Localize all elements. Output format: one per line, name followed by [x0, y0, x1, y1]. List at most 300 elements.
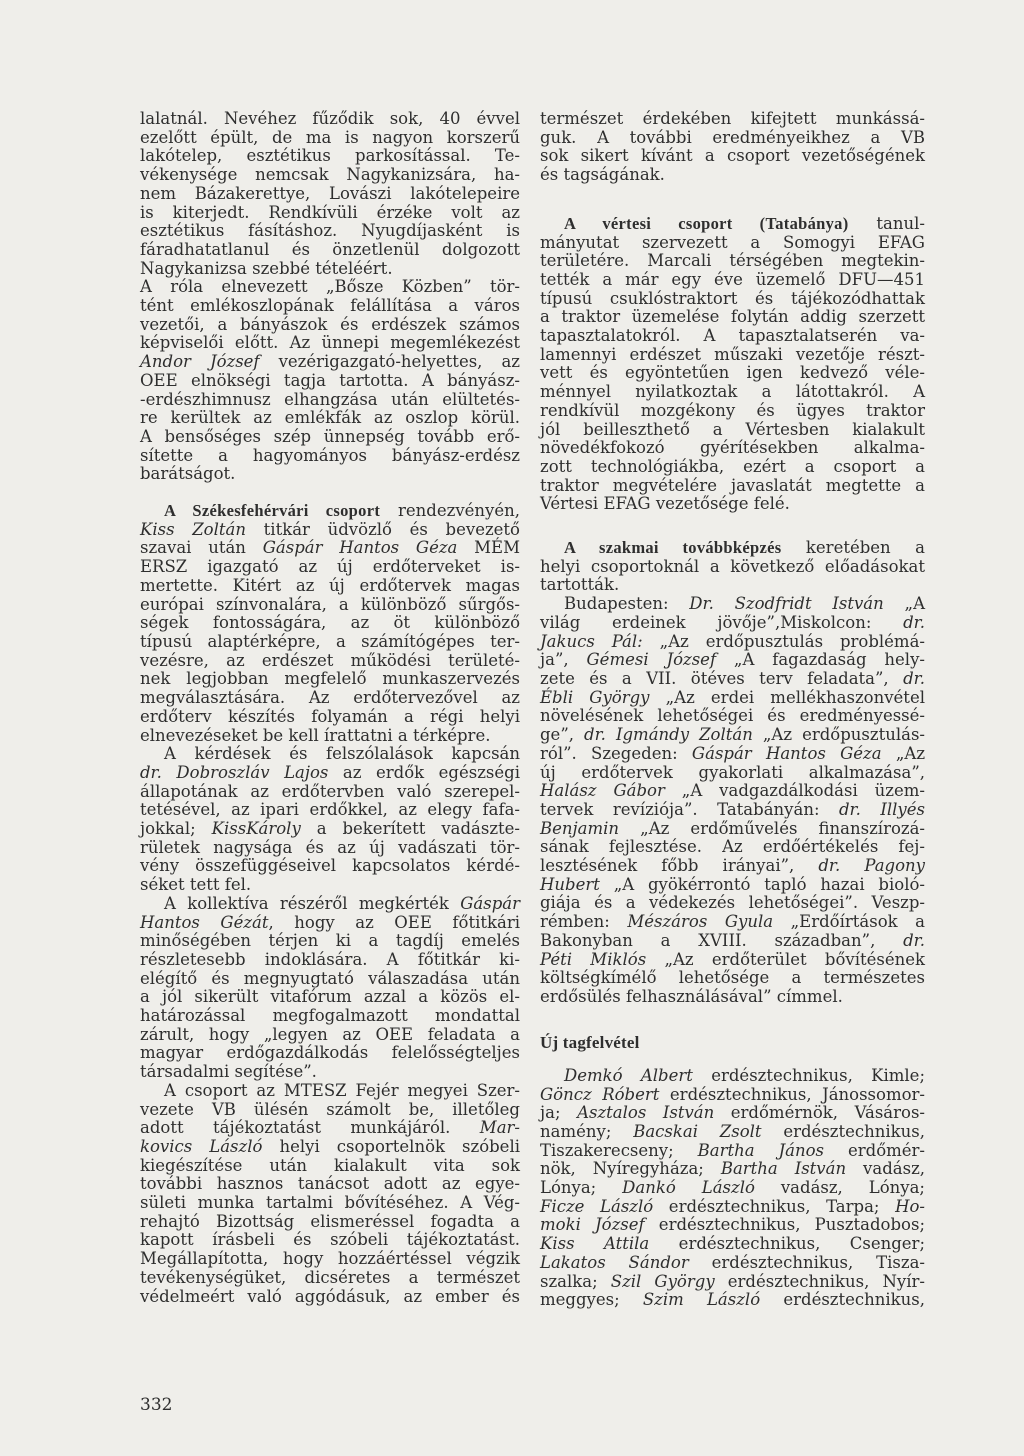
- italic-text: Szil György: [610, 1271, 715, 1291]
- text-line: [540, 745, 925, 764]
- text-run: nek legjobban megfelelő munkaszervezés: [140, 669, 520, 689]
- text-line: [540, 857, 925, 876]
- italic-text: Mar-: [479, 1118, 520, 1138]
- text-line: [140, 1175, 520, 1194]
- text-line: [140, 820, 520, 839]
- text-run: keretében a: [781, 538, 926, 558]
- text-run: meggyes;: [540, 1290, 643, 1310]
- text-line: [540, 969, 925, 988]
- italic-text: Benjamin: [540, 818, 620, 838]
- text-line: [540, 110, 925, 129]
- text-line: [140, 521, 520, 540]
- text-line: [540, 1123, 925, 1142]
- text-line: [140, 783, 520, 802]
- text-line: [140, 633, 520, 652]
- italic-text: Kiss Zoltán: [140, 519, 246, 539]
- text-run: „A gyökérrontó tapló hazai bioló-: [599, 874, 925, 894]
- text-run: sítette a hagyományos bányász-erdész: [140, 445, 520, 465]
- italic-text: dr.: [903, 668, 925, 688]
- text-line: [140, 670, 520, 689]
- text-run: erdésztechnikus, Pusztadobos;: [644, 1215, 925, 1235]
- text-run: erdésztechnikus, Csenger;: [649, 1234, 926, 1254]
- text-line: [140, 801, 520, 820]
- text-line: [540, 346, 925, 365]
- italic-text: Szim László: [642, 1290, 761, 1310]
- text-line: [540, 838, 925, 857]
- italic-text: Hantos Gézát: [140, 912, 269, 932]
- text-run: képviselői előtt. Az ünnepi megemlékezést: [140, 333, 520, 353]
- text-run: vékenysége nemcsak Nagykanizsára, ha-: [140, 165, 520, 185]
- text-line: [540, 707, 925, 726]
- italic-text: moki József: [540, 1215, 645, 1235]
- section-heading: Új tagfelvétel: [540, 1033, 640, 1053]
- italic-text: Bartha János: [697, 1140, 825, 1160]
- text-run: minőségében térjen ki a tagdíj emelés: [140, 931, 520, 951]
- text-line: [140, 876, 520, 895]
- text-run: jokkal;: [140, 819, 212, 839]
- text-run: részletesebb indoklására. A főtitkár ki-: [140, 949, 520, 969]
- text-run: „Az erdőterület bővítésének: [646, 949, 925, 969]
- text-run: „A fagazdaság hely-: [716, 650, 925, 670]
- text-line: [540, 913, 925, 932]
- text-run: tént emlékoszlopának felállítása a város: [140, 296, 520, 316]
- text-line: [140, 222, 520, 241]
- text-run: „Az erdei mellékhaszonvétel: [649, 687, 925, 707]
- text-line: [540, 308, 925, 327]
- text-run: tartották.: [540, 575, 620, 595]
- text-run: szalka;: [540, 1271, 611, 1291]
- italic-text: Gémesi József: [586, 650, 717, 670]
- text-line: [140, 278, 520, 297]
- text-run: ról”. Szegeden:: [540, 743, 692, 763]
- text-line: [140, 147, 520, 166]
- text-line: [140, 988, 520, 1007]
- text-run: erdőmérnök, Vásáros-: [714, 1103, 925, 1123]
- text-line: [140, 539, 520, 558]
- text-line: [140, 1157, 520, 1176]
- text-line: [140, 895, 520, 914]
- text-run: ERSZ igazgató az új erdőterveket is-: [140, 557, 520, 577]
- text-run: erdőterv készítés folyamán a régi helyi: [140, 706, 520, 726]
- text-run: adott tájékoztatást munkájáról.: [140, 1118, 480, 1138]
- text-line: [140, 1231, 520, 1250]
- text-line: [140, 1138, 520, 1157]
- text-line: [140, 129, 520, 148]
- text-run: vett és egyöntetűen igen kedvező véle-: [540, 363, 925, 383]
- text-line: [540, 439, 925, 458]
- text-run: tervek revíziója”. Tatabányán:: [540, 799, 839, 819]
- text-run: guk. A további eredményeikhez a VB: [540, 127, 925, 147]
- text-run: A róla elnevezett „Bősze Közben” tör-: [140, 277, 520, 297]
- italic-text: Ho-: [895, 1196, 925, 1216]
- text-run: a jól sikerült vitafórum azzal a közös el-: [140, 987, 520, 1007]
- italic-text: dr. Igmándy Zoltán: [584, 725, 753, 745]
- text-run: rehajtó Bizottság elismeréssel fogadta a: [140, 1211, 520, 1231]
- text-run: zott technológiákba, ezért a csoport a: [540, 456, 925, 476]
- text-run: kapott írásbeli és szóbeli tájékoztatást.: [140, 1230, 520, 1250]
- text-run: Bakonyban a XVIII. században”,: [540, 930, 904, 950]
- italic-text: Péti Miklós: [540, 949, 647, 969]
- text-run: erdésztechnikus, Kimle;: [692, 1065, 926, 1085]
- text-run: magyar erdőgazdálkodás felelősségteljes: [140, 1043, 520, 1063]
- text-run: OEE elnökségi tagja tartotta. A bányász-: [140, 370, 520, 390]
- text-run: Lónya;: [540, 1178, 623, 1198]
- text-line: [140, 409, 520, 428]
- text-run: erdésztechnikus, Jánossomor-: [659, 1084, 926, 1104]
- text-run: esztétikus fásításhoz. Nyugdíjasként is: [140, 221, 520, 241]
- text-line: [540, 271, 925, 290]
- text-run: Megállapította, hogy hozzáértéssel végzik: [140, 1249, 520, 1269]
- text-line: [140, 297, 520, 316]
- text-run: erdésztechnikus,: [760, 1290, 925, 1310]
- text-run: A kollektíva részéről megkérték: [164, 893, 461, 913]
- paragraph: [140, 502, 520, 745]
- text-line: [540, 1034, 925, 1053]
- text-run: tetésével, az ipari erdőkkel, az elegy fafa-: [140, 800, 520, 820]
- text-line: [540, 166, 925, 185]
- text-run: az erdők egészségi: [328, 762, 520, 782]
- text-run: határozással megfogalmazott mondattal: [140, 1006, 520, 1026]
- text-run: vezérigazgató-helyettes, az: [259, 352, 520, 372]
- text-line: [140, 652, 520, 671]
- text-run: vezetői, a bányászok és erdészek számos: [140, 314, 520, 334]
- text-line: [140, 110, 520, 129]
- text-run: vezete VB ülésén számolt be, illetőleg: [140, 1099, 520, 1119]
- text-run: lalatnál. Nevéhez fűződik sok, 40 évvel: [140, 109, 520, 128]
- italic-text: Dankó László: [622, 1178, 755, 1198]
- paragraph: [540, 595, 925, 1006]
- italic-text: Halász Gábor: [540, 781, 665, 801]
- text-run: erdésztechnikus,: [761, 1121, 925, 1141]
- text-line: [140, 857, 520, 876]
- text-run: rendkívül mozgékony és ügyes traktor: [540, 400, 925, 420]
- text-line: [140, 1288, 520, 1307]
- text-run: MÉM: [457, 538, 520, 558]
- text-run: Tiszakerecseny;: [540, 1140, 698, 1160]
- text-line: [540, 1235, 925, 1254]
- text-line: [540, 876, 925, 895]
- text-run: további hasznos tanácsot adott az egye-: [140, 1174, 520, 1194]
- text-line: [140, 596, 520, 615]
- text-run: kiegészítése után kialakult vita sok: [140, 1155, 520, 1175]
- text-line: [540, 147, 925, 166]
- text-line: [140, 689, 520, 708]
- text-run: „Az erdőművelés finanszírozá-: [619, 818, 925, 838]
- text-line: [140, 185, 520, 204]
- text-run: költségkímélő lehetősége a természetes: [540, 968, 925, 988]
- text-line: [140, 970, 520, 989]
- text-run: vezésre, az erdészet működési területé-: [140, 650, 520, 670]
- text-line: [140, 465, 520, 484]
- text-line: [540, 215, 925, 234]
- paragraph: [140, 278, 520, 484]
- text-line: [540, 421, 925, 440]
- text-line: [140, 1044, 520, 1063]
- italic-text: dr. Dobroszláv Lajos: [140, 762, 329, 782]
- text-run: világ erdeinek jövője”,Miskolcon:: [540, 612, 904, 632]
- italic-text: Lakatos Sándor: [540, 1252, 689, 1272]
- italic-text: KissKároly: [211, 819, 301, 839]
- text-run: giája és a védekezés lehetőségei”. Veszp-: [540, 893, 925, 913]
- paragraph: [140, 895, 520, 1082]
- section-heading: A Székesfehérvári csoport: [164, 501, 381, 521]
- text-run: séket tett fel.: [140, 875, 252, 895]
- text-run: Nagykanizsa szebbé tételéért.: [140, 258, 393, 278]
- text-run: zárult, hogy „legyen az OEE feladata a: [140, 1024, 520, 1044]
- text-line: [540, 614, 925, 633]
- text-line: [140, 502, 520, 521]
- text-line: [540, 1160, 925, 1179]
- text-line: [540, 129, 925, 148]
- text-run: megválasztására. Az erdőtervezővel az: [140, 688, 520, 708]
- text-line: [140, 577, 520, 596]
- text-run: traktor megvételére javaslatát megtette a: [540, 475, 925, 495]
- text-line: [140, 1213, 520, 1232]
- text-line: [140, 1026, 520, 1045]
- text-run: nök, Nyíregyháza;: [540, 1159, 721, 1179]
- section-heading: A szakmai továbbképzés: [564, 538, 782, 558]
- text-line: [540, 290, 925, 309]
- section-heading: A vértesi csoport (Tatabánya): [564, 213, 849, 233]
- text-run: tapasztalatokról. A tapasztalatserén va-: [540, 326, 925, 346]
- text-run: típusú csuklóstraktort és tájékozódhattak: [540, 288, 925, 308]
- text-run: növedékfokozó gyérítésekben alkalma-: [540, 438, 925, 458]
- text-run: mertette. Kitért az új erdőtervek magas: [140, 575, 520, 595]
- text-run: fáradhatatlanul és önzetlenül dolgozott: [140, 239, 520, 259]
- section-title: [540, 1034, 925, 1053]
- text-line: [540, 932, 925, 951]
- text-run: a traktor üzemelése folytán addig szerzett: [540, 307, 925, 327]
- text-run: ge”,: [540, 725, 585, 745]
- text-run: A bensőséges szép ünnepség tovább erő-: [140, 426, 520, 446]
- text-line: [140, 558, 520, 577]
- text-run: sületi munka tartalmi bővítéséhez. A Vég-: [140, 1193, 520, 1213]
- text-line: [140, 708, 520, 727]
- text-line: [140, 1119, 520, 1138]
- italic-text: Gáspár Hantos Géza: [691, 743, 882, 763]
- text-line: [140, 428, 520, 447]
- text-run: ezelőtt épült, de ma is nagyon korszerű: [140, 127, 520, 147]
- text-run: erdésztechnikus, Nyír-: [714, 1271, 925, 1291]
- text-run: nem Bázakerettye, Lovászi lakótelepeire: [140, 183, 520, 203]
- text-run: tevékenységüket, dicséretes a természet: [140, 1267, 520, 1287]
- text-run: ségek fontosságára, az öt különböző: [140, 613, 520, 633]
- text-line: [540, 894, 925, 913]
- text-run: helyi csoportoknál a következő előadásokat: [540, 556, 925, 576]
- text-line: [540, 458, 925, 477]
- text-run: és tagságának.: [540, 165, 665, 185]
- text-line: [140, 353, 520, 372]
- text-line: [540, 988, 925, 1007]
- text-line: [540, 1086, 925, 1105]
- text-line: [140, 932, 520, 951]
- text-line: [540, 951, 925, 970]
- text-run: természet érdekében kifejtett munkássá-: [540, 109, 925, 128]
- italic-text: Ficze László: [540, 1196, 654, 1216]
- text-line: [540, 252, 925, 271]
- text-line: [140, 316, 520, 335]
- left-column: [140, 110, 520, 1306]
- text-run: zete és a VII. ötéves terv feladata”,: [540, 668, 904, 688]
- text-line: [540, 1273, 925, 1292]
- text-run: erdősülés felhasználásával” címmel.: [540, 986, 843, 1006]
- text-line: [540, 364, 925, 383]
- italic-text: Gáspár Hantos Géza: [262, 538, 458, 558]
- italic-text: Hubert: [540, 874, 600, 894]
- italic-text: Jakucs Pál:: [540, 631, 643, 651]
- text-run: vadász,: [846, 1159, 926, 1179]
- text-line: [140, 1194, 520, 1213]
- text-run: jól beilleszthető a Vértesben kialakult: [540, 419, 925, 439]
- italic-text: Asztalos István: [577, 1103, 715, 1123]
- italic-text: dr.: [903, 612, 925, 632]
- text-run: ja;: [540, 1103, 578, 1123]
- text-line: [540, 651, 925, 670]
- text-run: típusú alaptérképre, a számítógépes ter-: [140, 631, 520, 651]
- text-line: [540, 1254, 925, 1273]
- italic-text: Gáspár: [460, 893, 520, 913]
- text-run: sának fejlesztése. Az erdőértékelés fej-: [540, 837, 925, 857]
- text-run: „Az: [881, 743, 926, 763]
- paragraph: [140, 1082, 520, 1306]
- text-run: re kerültek az emlékfák az oszlop körül.: [140, 408, 520, 428]
- text-run: Budapesten:: [564, 594, 690, 614]
- text-run: barátságot.: [140, 464, 236, 484]
- text-line: [540, 477, 925, 496]
- text-run: „Erdőírtások a: [773, 912, 926, 932]
- text-run: európai színvonalára, a különböző sűrgős-: [140, 594, 520, 614]
- italic-text: dr.: [903, 930, 925, 950]
- text-run: tanul-: [848, 213, 925, 233]
- italic-text: Andor József: [140, 352, 260, 372]
- text-run: a bekerített vadászte-: [300, 819, 521, 839]
- text-line: [540, 670, 925, 689]
- text-line: [140, 1250, 520, 1269]
- text-line: [540, 595, 925, 614]
- text-line: [140, 391, 520, 410]
- text-line: [540, 801, 925, 820]
- italic-text: dr. Illyés: [839, 799, 925, 819]
- text-line: [540, 1142, 925, 1161]
- text-run: elnevezéseket be kell írattatni a térképre.: [140, 725, 491, 745]
- text-line: [540, 782, 925, 801]
- text-run: szavai után: [140, 538, 263, 558]
- text-run: A kérdések és felszólalások kapcsán: [164, 744, 520, 764]
- text-line: [540, 539, 925, 558]
- text-run: rületek nagysága és az új vadászati tör-: [140, 837, 520, 857]
- text-line: [540, 402, 925, 421]
- italic-text: Ébli György: [540, 687, 650, 707]
- italic-text: dr. Pagony: [818, 856, 925, 876]
- italic-text: Bacskai Zsolt: [633, 1121, 762, 1141]
- text-run: állapotának az erdőtervben való szerepel-: [140, 781, 520, 801]
- text-run: „Az erdőpusztulás-: [752, 725, 925, 745]
- text-run: lamennyi erdészet műszaki vezetője részt-: [540, 344, 925, 364]
- text-run: lesztésének főbb irányai”,: [540, 856, 819, 876]
- text-run: rendezvényén,: [380, 501, 521, 521]
- text-run: területére. Marcali térségében megtekin-: [540, 251, 925, 271]
- text-run: Vértesi EFAG vezetősége felé.: [540, 494, 790, 514]
- text-line: [140, 839, 520, 858]
- text-run: is kiterjedt. Rendkívüli érzéke volt az: [140, 202, 520, 222]
- text-run: tették a már egy éve üzemelő DFU—451: [540, 269, 925, 289]
- italic-text: Dr. Szodfridt István: [689, 594, 884, 614]
- text-line: [140, 764, 520, 783]
- italic-text: Mészáros Gyula: [627, 912, 774, 932]
- paragraph: [140, 745, 520, 895]
- text-line: [140, 1269, 520, 1288]
- text-run: erdőmér-: [824, 1140, 926, 1160]
- text-run: védelmeért való aggódásuk, az ember és: [140, 1286, 520, 1306]
- text-line: [540, 820, 925, 839]
- text-line: [540, 495, 925, 514]
- text-line: [540, 689, 925, 708]
- text-line: [140, 166, 520, 185]
- text-run: erdésztechnikus, Tarpa;: [653, 1196, 896, 1216]
- text-line: [140, 447, 520, 466]
- text-line: [540, 383, 925, 402]
- text-line: [540, 558, 925, 577]
- text-line: [540, 1104, 925, 1123]
- text-run: elégítő és megnyugtató válaszadása után: [140, 968, 520, 988]
- right-column: [540, 110, 925, 1310]
- text-run: lakótelep, esztétikus parkosítással. Te-: [140, 146, 520, 166]
- italic-text: kovics László: [140, 1136, 263, 1156]
- text-run: növelésének lehetőségei és eredményessé-: [540, 706, 925, 726]
- text-run: vény összefüggéseivel kapcsolatos kérdé-: [140, 856, 520, 876]
- paragraph: [540, 539, 925, 595]
- text-line: [540, 1179, 925, 1198]
- italic-text: Bartha István: [720, 1159, 847, 1179]
- text-line: [140, 1007, 520, 1026]
- text-line: [140, 745, 520, 764]
- text-line: [140, 1063, 520, 1082]
- text-run: „A vadgazdálkodási üzem-: [664, 781, 925, 801]
- text-line: [140, 914, 520, 933]
- text-run: társadalmi segítése”.: [140, 1062, 317, 1082]
- paragraph: [540, 110, 925, 185]
- text-line: [540, 1216, 925, 1235]
- text-line: [140, 334, 520, 353]
- text-run: A csoport az MTESZ Fejér megyei Szer-: [164, 1080, 520, 1100]
- text-line: [540, 234, 925, 253]
- paragraph: [540, 1067, 925, 1310]
- text-line: [540, 1291, 925, 1310]
- text-line: [140, 727, 520, 746]
- text-line: [140, 951, 520, 970]
- text-line: [540, 726, 925, 745]
- text-line: [540, 576, 925, 595]
- text-line: [140, 372, 520, 391]
- text-run: ja”,: [540, 650, 587, 670]
- italic-text: Göncz Róbert: [540, 1084, 660, 1104]
- text-line: [540, 633, 925, 652]
- text-line: [140, 260, 520, 279]
- text-line: [140, 614, 520, 633]
- text-run: vadász, Lónya;: [754, 1178, 925, 1198]
- text-run: új erdőtervek gyakorlati alkalmazása”,: [540, 762, 925, 782]
- text-run: sok sikert kívánt a csoport vezetőségének: [540, 146, 925, 166]
- text-run: namény;: [540, 1121, 634, 1141]
- text-run: „A: [883, 594, 925, 614]
- italic-text: Kiss Attila: [540, 1234, 650, 1254]
- text-run: mányutat szervezett a Somogyi EFAG: [540, 232, 925, 252]
- text-line: [540, 1067, 925, 1086]
- text-run: , hogy az OEE főtitkári: [268, 912, 520, 932]
- text-line: [140, 241, 520, 260]
- text-line: [540, 327, 925, 346]
- text-line: [140, 1082, 520, 1101]
